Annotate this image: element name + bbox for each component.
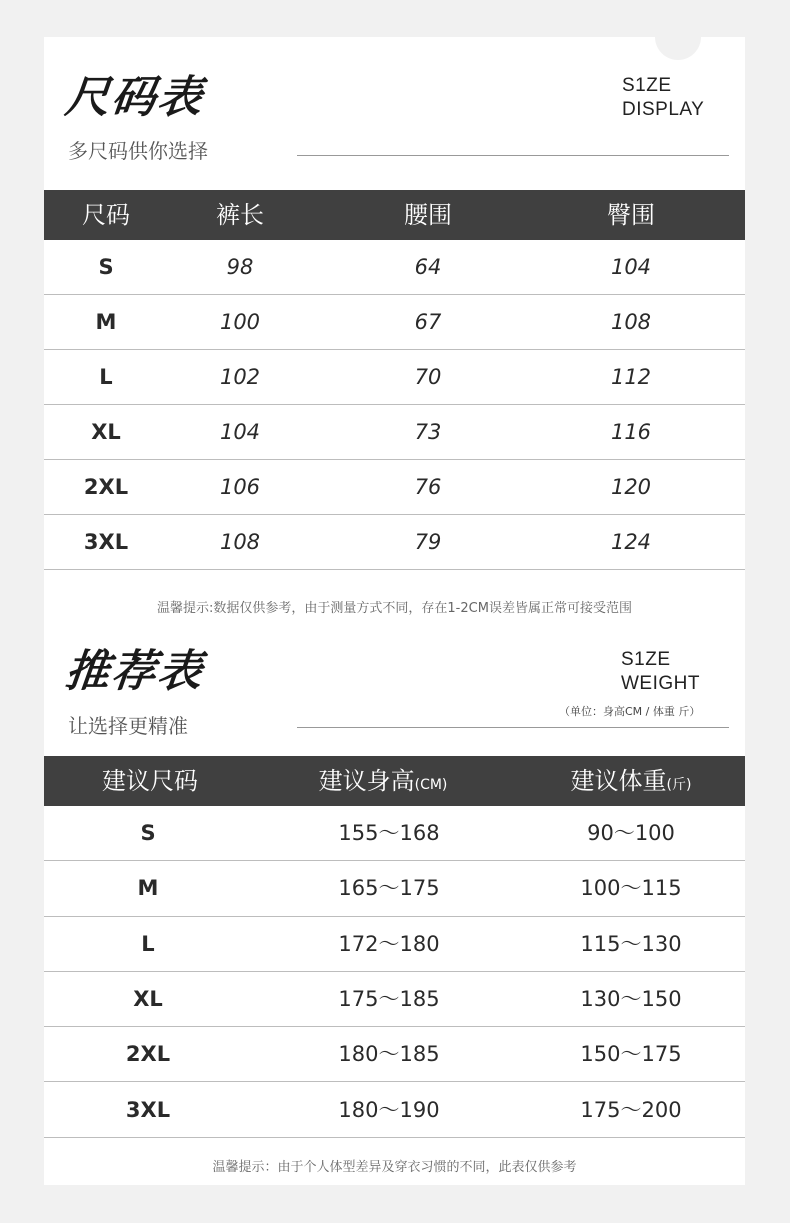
header-hip: 臀围 [607,201,655,229]
card-notch [655,14,701,60]
measurement-cell: 73 [414,420,442,444]
recommended-size-cell: M [137,876,159,901]
weight-range-cell: 115～130 [580,931,682,956]
measurement-cell: 108 [219,530,261,554]
measurement-cell: 124 [610,530,652,554]
size-display-label [622,74,704,122]
header-recommended-size-label: 建议尺码 [102,767,198,795]
measurement-cell: 106 [219,475,261,499]
recommended-size-cell: L [141,931,155,956]
measurement-cell: 108 [610,310,652,334]
display-label-line: DISPLAY [622,99,705,120]
recommend-table-row [44,1083,745,1138]
size-label-line-2: S1ZE [621,649,671,670]
recommend-table-title: 推荐表 [62,646,207,697]
measurement-cell: 98 [226,255,254,279]
section-divider-line [297,155,729,156]
header-size: 尺码 [82,201,130,229]
measurement-cell: 70 [414,365,442,389]
measurement-cell: 64 [414,255,442,279]
size-cell: L [99,365,113,389]
size-cell: 2XL [83,475,129,499]
size-table-row [44,515,745,570]
weight-range-cell: 175～200 [580,1097,682,1122]
height-range-cell: 155～168 [338,821,440,845]
recommend-table-row [44,806,745,861]
unit-note: （单位：身高CM / 体重 斤） [559,705,701,718]
recommended-size-cell: S [140,821,156,845]
header-height-unit: (CM) [414,777,448,793]
measurement-cell: 100 [219,310,261,334]
recommended-size-cell: 3XL [125,1097,171,1122]
size-chart-card [44,37,745,1185]
size-table-row [44,350,745,405]
weight-range-cell: 150～175 [580,1042,682,1067]
height-range-cell: 175～185 [338,986,440,1011]
header-pants-length: 裤长 [216,201,264,229]
size-label-line: S1ZE [622,75,672,96]
measurement-cell: 112 [610,365,652,389]
measurement-cell: 116 [610,420,652,444]
recommended-size-cell: XL [133,986,163,1011]
size-table-row [44,460,745,515]
weight-range-cell: 100～115 [580,876,682,901]
measurement-cell: 120 [610,475,652,499]
recommend-table-subtitle: 让选择更精准 [68,714,188,738]
size-weight-label [621,648,700,696]
measurement-cell: 79 [414,530,442,554]
header-height-label: 建议身高 [318,767,415,795]
measurement-cell: 76 [414,475,442,499]
recommend-table-row [44,1027,745,1082]
measurement-cell: 104 [610,255,652,279]
recommend-table-note: 温馨提示：由于个人体型差异及穿衣习惯的不同，此表仅供参考 [212,1160,577,1175]
size-table-row [44,295,745,350]
size-table-header [44,190,745,240]
header-recommended-weight [571,756,692,810]
measurement-cell: 102 [219,365,261,389]
section-divider-line-2 [297,727,729,728]
recommend-table-header [44,756,745,806]
height-range-cell: 180～185 [338,1042,440,1067]
recommend-table-row [44,861,745,916]
weight-range-cell: 90～100 [587,821,675,845]
recommended-size-cell: 2XL [125,1042,171,1067]
height-range-cell: 172～180 [338,931,440,956]
recommend-table-row [44,917,745,972]
size-cell: S [98,255,114,279]
header-waist: 腰围 [404,201,452,229]
measurement-cell: 67 [414,310,442,334]
size-table-subtitle: 多尺码供你选择 [68,139,208,163]
size-table-title: 尺码表 [62,72,207,123]
size-table-row [44,405,745,460]
size-cell: XL [91,420,121,444]
height-range-cell: 180～190 [338,1097,440,1122]
header-weight-label: 建议体重 [570,767,667,795]
size-table-row [44,240,745,295]
size-table-note: 温馨提示:数据仅供参考，由于测量方式不同，存在1-2CM误差皆属正常可接受范围 [157,601,632,616]
header-weight-unit: (斤) [666,777,692,793]
recommend-table-row [44,972,745,1027]
height-range-cell: 165～175 [338,876,440,901]
weight-range-cell: 130～150 [580,986,682,1011]
header-recommended-size [102,756,198,806]
weight-label-line: WEIGHT [621,673,700,694]
header-recommended-height [319,756,448,810]
size-cell: M [95,310,117,334]
measurement-cell: 104 [219,420,261,444]
size-cell: 3XL [83,530,129,554]
